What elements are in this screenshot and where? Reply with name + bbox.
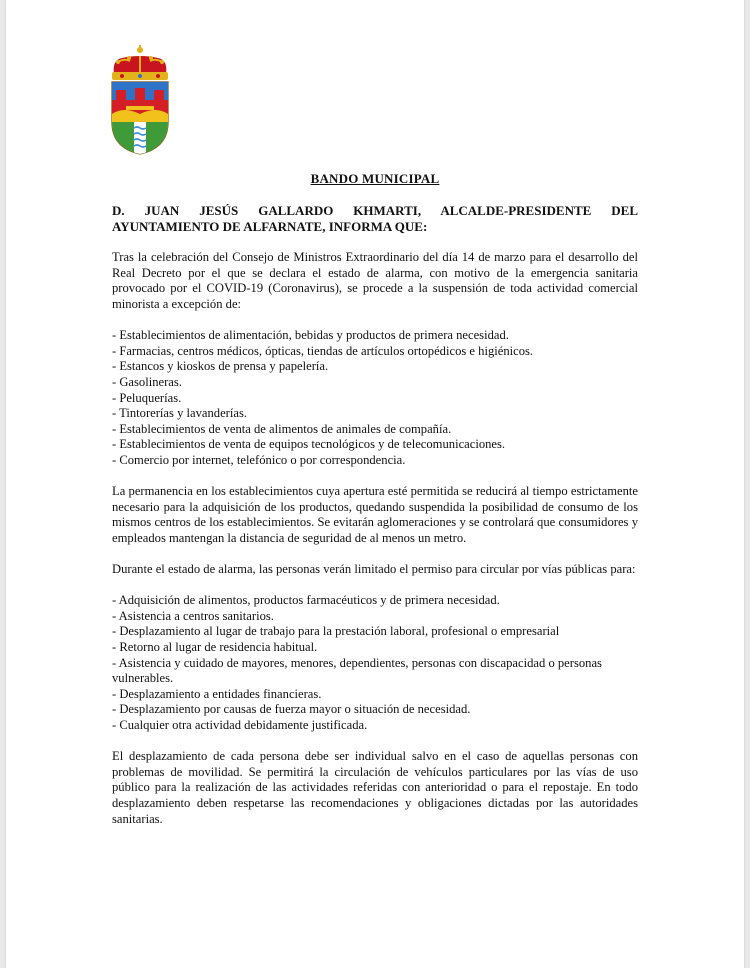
list-item: - Retorno al lugar de residencia habitual.	[112, 640, 318, 655]
list-item: - Gasolineras.	[112, 374, 182, 389]
document-title: BANDO MUNICIPAL	[310, 171, 440, 186]
list-item: - Estancos y kioskos de prensa y papelería.	[112, 359, 329, 374]
list-item: - Establecimientos de alimentación, bebidas y productos de primera necesidad.	[112, 328, 509, 343]
list-item: - Peluquerías.	[112, 390, 182, 405]
heading-line-2: AYUNTAMIENTO DE ALFARNATE, INFORMA QUE:	[112, 218, 428, 234]
mayor-heading	[112, 203, 638, 234]
list-item: - Establecimientos de venta de alimentos de animales de compañía.	[112, 421, 452, 436]
closing-paragraph: El desplazamiento de cada persona debe ser individual salvo en el caso de aquellas personas con problemas de movilidad. Se permitirá la circulación de vehículos particulares por las vías de uso público para la realización de las actividades referidas con anterioridad o para el repostaje. En todo desplazamiento deben respetarse las recomendaciones y obligaciones dictadas por las autoridades sanitarias.	[112, 749, 638, 826]
permanence-paragraph: La permanencia en los establecimientos cuya apertura esté permitida se reducirá al tiempo estrictamente necesario para la adquisición de los productos, quedando suspendida la posibilidad de consumo de los mismos centros de los establecimientos. Se evitarán aglomeraciones y se controlará que consumidores y empleados mantengan la distancia de seguridad de al menos un metro.	[112, 484, 638, 545]
list-item: - Cualquier otra actividad debidamente justificada.	[112, 718, 368, 732]
list-item: - Adquisición de alimentos, productos farmacéuticos y de primera necesidad.	[112, 593, 500, 608]
document-body	[112, 203, 638, 843]
coat-of-arms-icon	[104, 44, 176, 156]
intro-paragraph: Tras la celebración del Consejo de Ministros Extraordinario del día 14 de marzo para el desarrollo del Real Decreto por el que se declara el estado de alarma, con motivo de la emergencia sanitaria provocado por el COVID-19 (Coronavirus), se procede a la suspensión de toda actividad comercial minorista a excepción de:	[112, 250, 638, 311]
circulation-intro-paragraph: Durante el estado de alarma, las personas verán limitado el permiso para circular por vías públicas para:	[112, 562, 636, 577]
list-item: - Comercio por internet, telefónico o por correspondencia.	[112, 452, 406, 467]
list-item: - Asistencia a centros sanitarios.	[112, 608, 274, 623]
crown-icon	[112, 45, 168, 80]
list-item: - Establecimientos de venta de equipos tecnológicos y de telecomunicaciones.	[112, 437, 506, 452]
heading-line-1: D. JUAN JESÚS GALLARDO KHMARTI, ALCALDE-PRESIDENTE DEL	[112, 203, 638, 218]
list-item: - Tintorerías y lavanderías.	[112, 406, 248, 421]
list-item: - Desplazamiento a entidades financieras.	[112, 686, 322, 701]
shield-icon	[112, 82, 168, 156]
list-item: - Farmacias, centros médicos, ópticas, tiendas de artículos ortopédicos e higiénicos.	[112, 343, 534, 358]
exceptions-list	[112, 328, 638, 468]
allowed-list	[112, 593, 638, 733]
list-item: - Desplazamiento por causas de fuerza mayor o situación de necesidad.	[112, 702, 471, 717]
list-item: - Desplazamiento al lugar de trabajo para la prestación laboral, profesional o empresarial	[112, 624, 560, 639]
list-item: - Asistencia y cuidado de mayores, menores, dependientes, personas con discapacidad o personas vulnerables.	[112, 655, 602, 686]
